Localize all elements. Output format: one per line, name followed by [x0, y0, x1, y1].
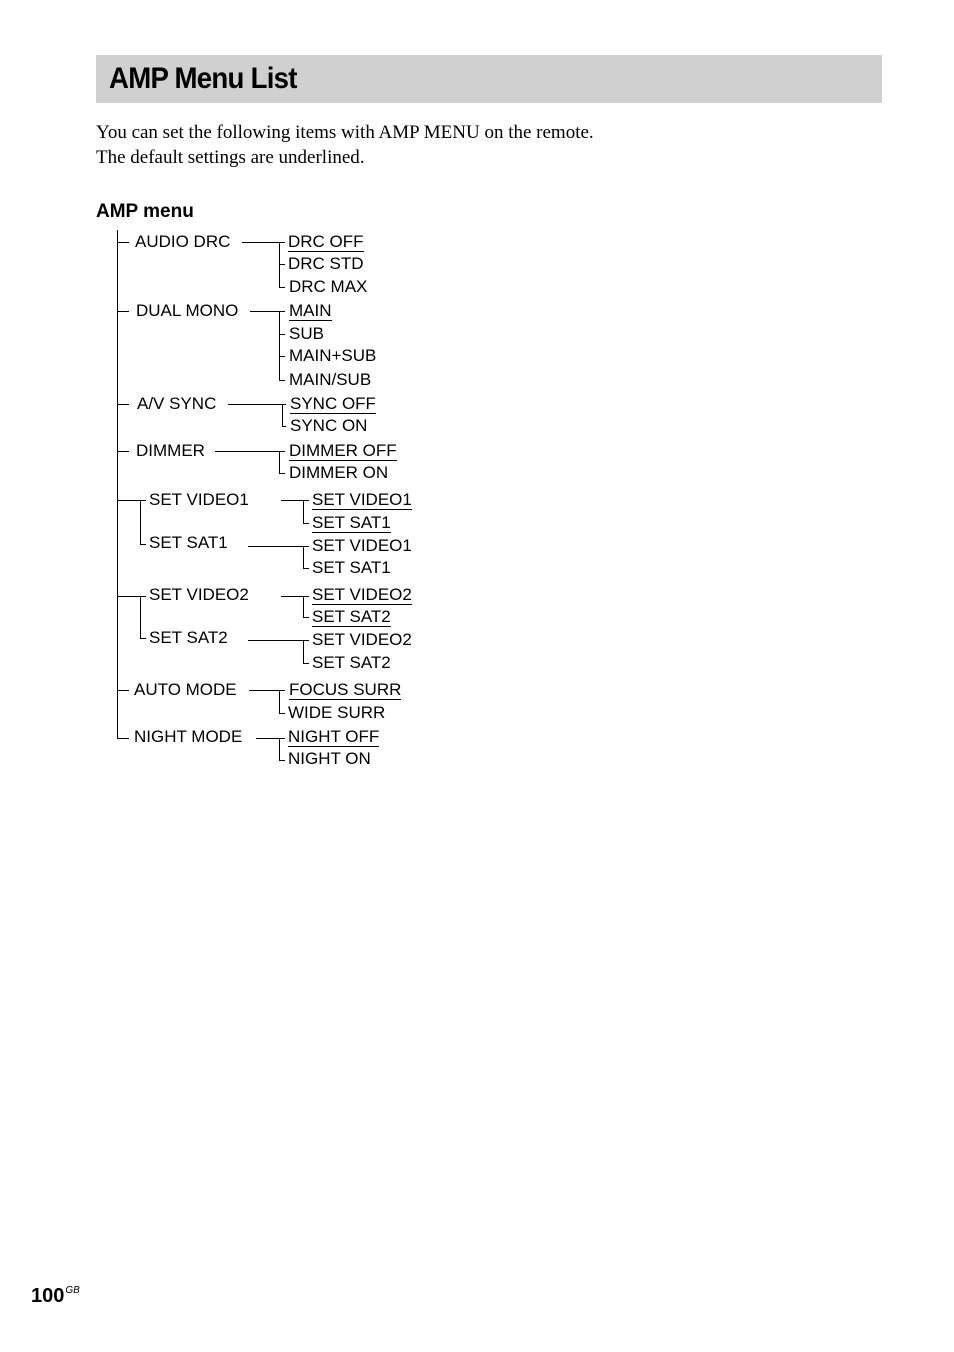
option-night-off-default: NIGHT OFF: [288, 727, 380, 746]
intro-line: The default settings are underlined.: [96, 147, 365, 168]
option-set-video1-default: SET VIDEO1: [312, 490, 412, 509]
tree-item-set-sat1: SET SAT1: [149, 533, 228, 552]
tree-item-dimmer: DIMMER: [136, 441, 205, 460]
option-set-sat2: SET SAT2: [312, 607, 391, 626]
option-main-slash-sub: MAIN/SUB: [289, 370, 372, 389]
page-number-value: 100: [31, 1285, 65, 1307]
option-main-sub: MAIN+SUB: [289, 346, 377, 365]
tree-item-av-sync: A/V SYNC: [137, 394, 217, 413]
option-main-default: MAIN: [289, 301, 332, 320]
page-number-suffix: GB: [65, 1285, 80, 1296]
option-dimmer-on: DIMMER ON: [289, 463, 389, 482]
tree-item-audio-drc: AUDIO DRC: [135, 232, 231, 251]
menu-heading: AMP menu: [96, 201, 194, 222]
tree-item-dual-mono: DUAL MONO: [136, 301, 239, 320]
option-set-sat1: SET SAT1: [312, 558, 391, 577]
tree-item-auto-mode: AUTO MODE: [134, 680, 237, 699]
option-set-video2-default: SET VIDEO2: [312, 585, 412, 604]
page-number: [31, 1285, 80, 1308]
intro-line: You can set the following items with AMP MENU on the remote.: [96, 122, 594, 143]
option-focus-surr-default: FOCUS SURR: [289, 680, 402, 699]
tree-item-set-sat2: SET SAT2: [149, 628, 228, 647]
option-dimmer-off-default: DIMMER OFF: [289, 441, 397, 460]
option-sub: SUB: [289, 324, 324, 343]
option-set-video1: SET VIDEO1: [312, 536, 412, 555]
tree-item-night-mode: NIGHT MODE: [134, 727, 243, 746]
option-sync-off-default: SYNC OFF: [290, 394, 376, 413]
option-night-on: NIGHT ON: [288, 749, 371, 768]
option-set-sat1: SET SAT1: [312, 513, 391, 532]
tree-item-set-video1: SET VIDEO1: [149, 490, 249, 509]
option-wide-surr: WIDE SURR: [288, 703, 386, 722]
option-drc-off-default: DRC OFF: [288, 232, 364, 251]
tree-item-set-video2: SET VIDEO2: [149, 585, 249, 604]
option-set-video2: SET VIDEO2: [312, 630, 412, 649]
page-title: AMP Menu List: [109, 62, 297, 95]
option-sync-on: SYNC ON: [290, 416, 368, 435]
option-drc-max: DRC MAX: [289, 277, 368, 296]
option-set-sat2: SET SAT2: [312, 653, 391, 672]
option-drc-std: DRC STD: [288, 254, 364, 273]
